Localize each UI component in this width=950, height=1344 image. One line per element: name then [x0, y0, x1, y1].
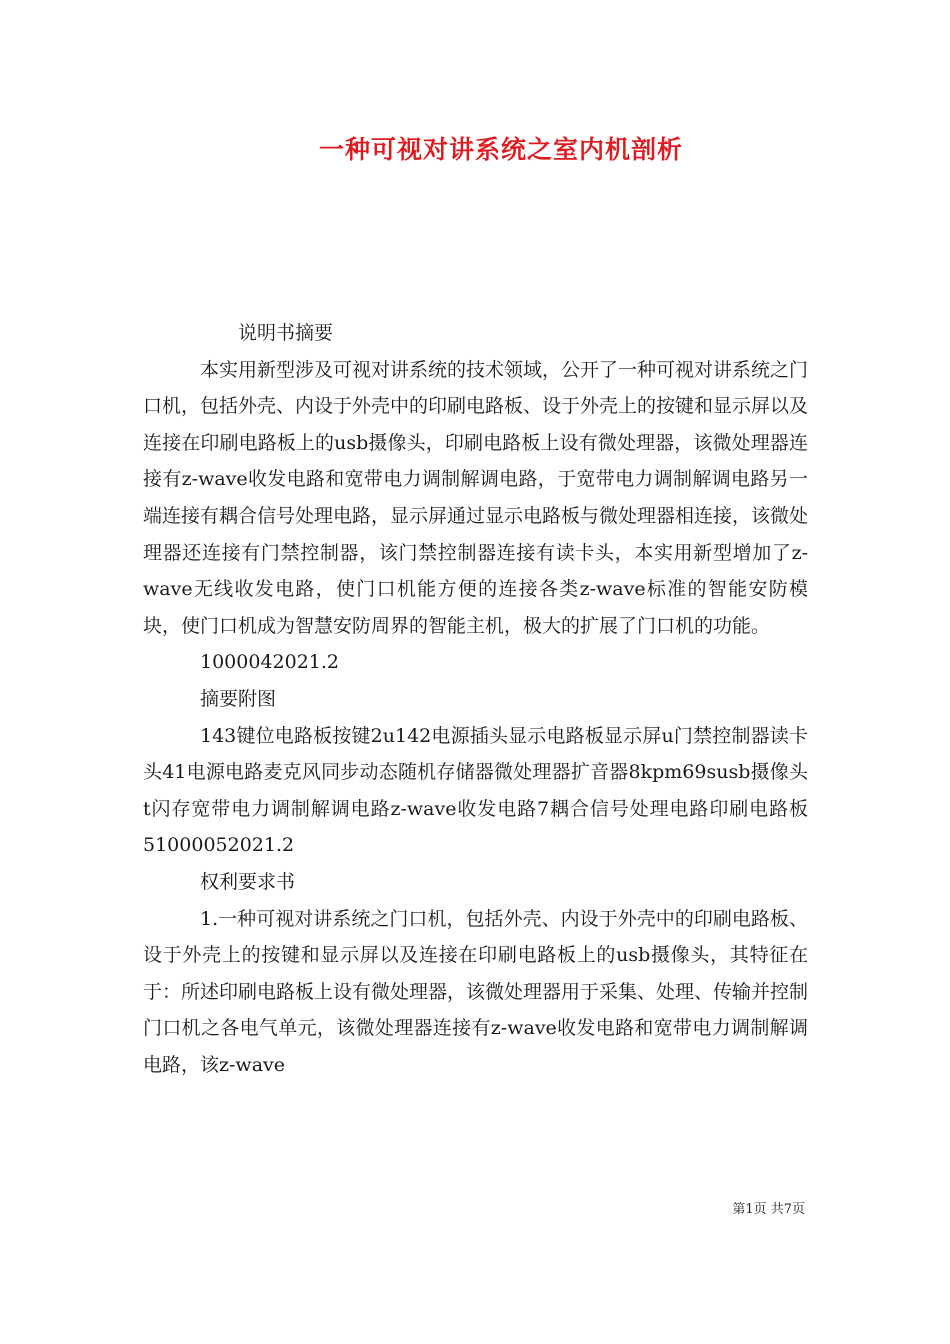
- document-title: 一种可视对讲系统之室内机剖析: [318, 135, 683, 164]
- figure-labels-paragraph: 143键位电路板按键2u142电源插头显示电路板显示屏u门禁控制器读卡头41电源电路麦克风同步动态随机存储器微处理器扩音器8kpm69susb摄像头t闪存宽带电力调制解调电路z-wave收发电路7耦合信号处理电路印刷电路板51000052021.2: [143, 724, 808, 857]
- document-body: [143, 315, 808, 1083]
- section-heading-abstract-figure: 摘要附图: [200, 687, 277, 710]
- abstract-paragraph: 本实用新型涉及可视对讲系统的技术领域，公开了一种可视对讲系统之门口机，包括外壳、内设于外壳中的印刷电路板、设于外壳上的按键和显示屏以及连接在印刷电路板上的usb摄像头，印刷电路板上设有微处理器，该微处理器连接有z-wave收发电路和宽带电力调制解调电路，于宽带电力调制解调电路另一端连接有耦合信号处理电路，显示屏通过显示电路板与微处理器相连接，该微处理器还连接有门禁控制器，该门禁控制器连接有读卡头，本实用新型增加了z-wave无线收发电路，使门口机能方便的连接各类z-wave标准的智能安防模块，使门口机成为智慧安防周界的智能主机，极大的扩展了门口机的功能。: [143, 358, 809, 637]
- application-number: 1000042021.2: [200, 651, 340, 674]
- section-heading-abstract: 说明书摘要: [238, 322, 334, 344]
- section-heading-claims: 权利要求书: [200, 870, 296, 893]
- claim-1-paragraph: 1.一种可视对讲系统之门口机，包括外壳、内设于外壳中的印刷电路板、设于外壳上的按键和显示屏以及连接在印刷电路板上的usb摄像头，其特征在于：所述印刷电路板上设有微处理器，该微处理器用于采集、处理、传输并控制门口机之各电气单元，该微处理器连接有z-wave收发电路和宽带电力调制解调电路，该z-wave: [143, 907, 809, 1076]
- page-number-footer: 第1页 共7页: [732, 1202, 805, 1217]
